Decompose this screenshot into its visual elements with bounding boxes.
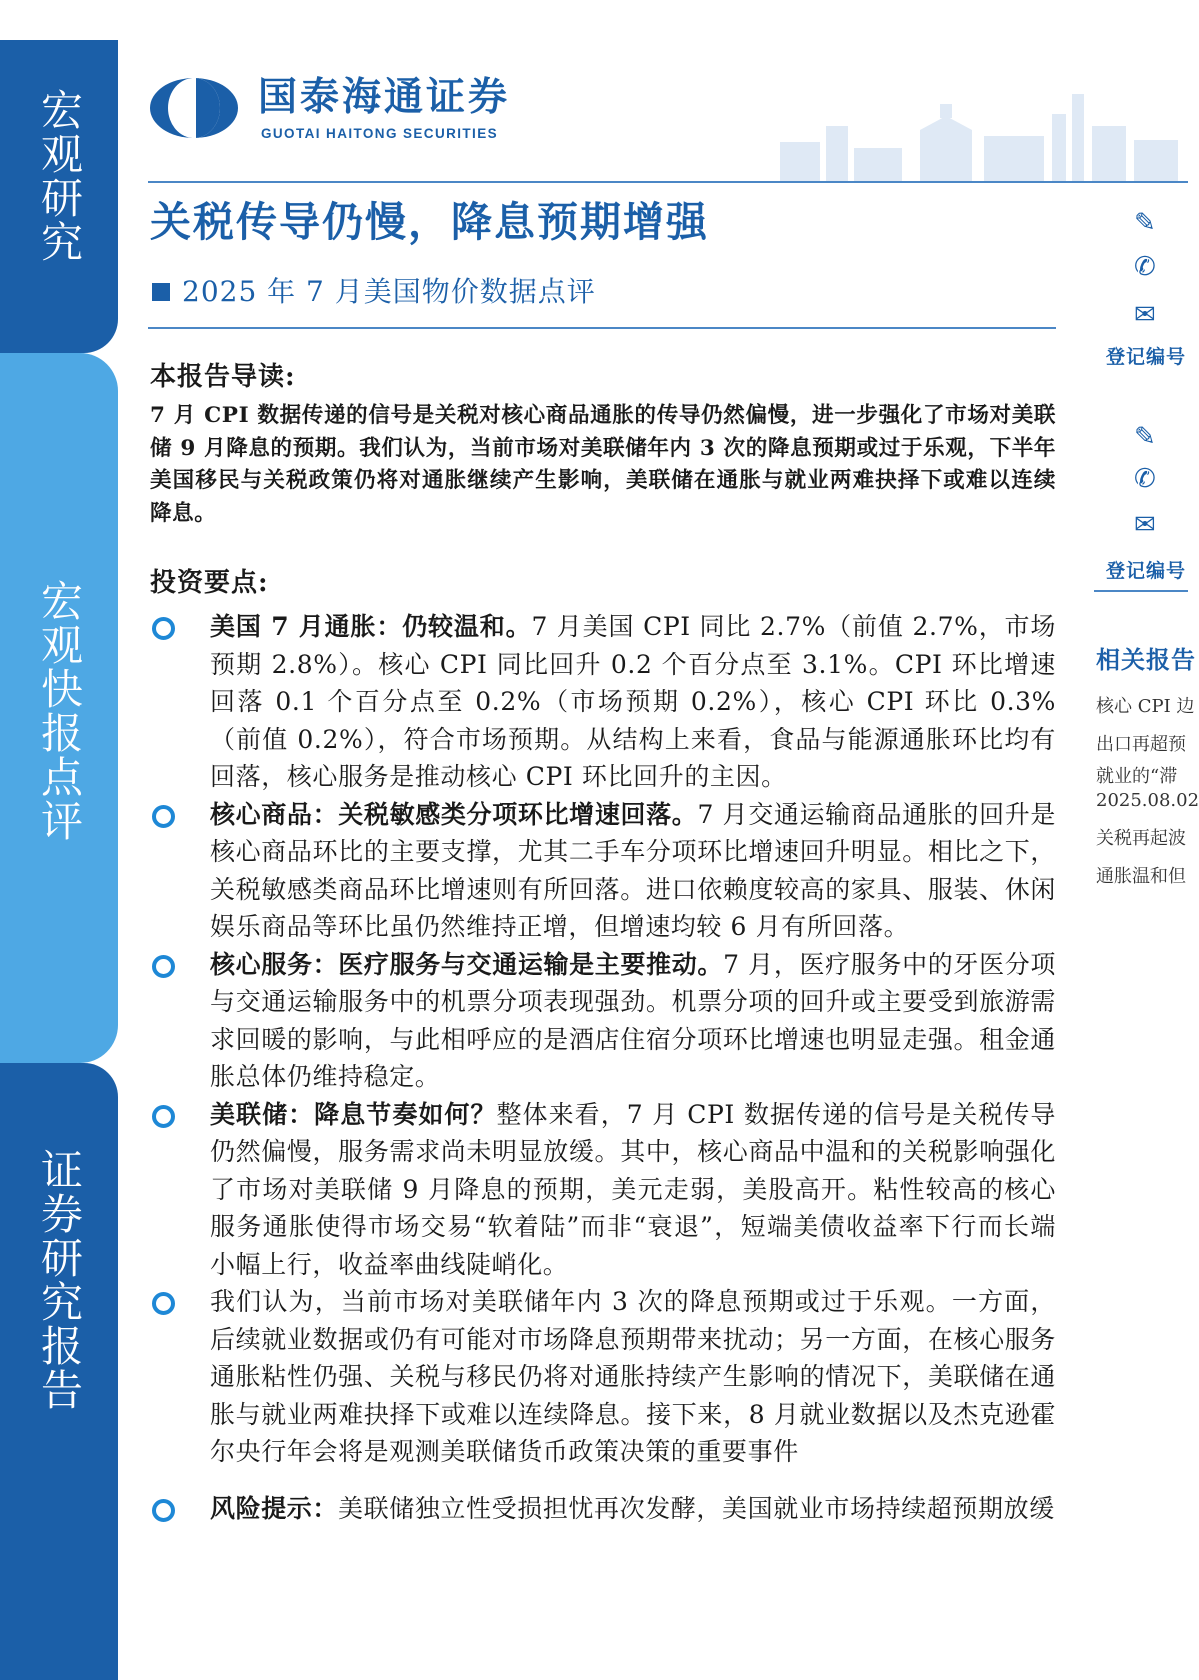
risk-text: 美联储独立性受损担忧再次发酵，美国就业市场持续超预期放缓: [338, 1493, 1055, 1523]
related-reports-heading: 相关报告: [1096, 645, 1196, 674]
ring-bullet-icon: [152, 1292, 175, 1315]
ring-bullet-icon: [152, 617, 175, 640]
investment-point: [150, 608, 1056, 796]
intro-heading: 本报告导读:: [150, 362, 296, 392]
report-title: 关税传导仍慢，降息预期增强: [150, 198, 709, 246]
point-text: 7 月，医疗服务中的牙医分项与交通运输服务中的机票分项表现强劲。机票分项的回升或主要受到旅游需求回暖的影响，与此相呼应的是酒店住宿分项环比增速也明显走强。租金通胀总体仍维持稳定。: [210, 949, 1056, 1091]
point-lead: 核心商品：关税敏感类分项环比增速回落。: [210, 799, 698, 829]
brand-logo-icon: [148, 76, 240, 140]
ring-bullet-icon: [152, 1105, 175, 1128]
analyst-register-label-2: 登记编号: [1106, 560, 1187, 582]
tab-securities-report-label: 证券研究报告: [35, 1148, 84, 1412]
pen-icon: ✎: [1134, 422, 1156, 452]
ring-bullet-icon: [152, 805, 175, 828]
point-lead: 美国 7 月通胀：仍较温和。: [210, 612, 532, 641]
skyline-illustration: [770, 86, 1188, 182]
investment-point: [150, 1096, 1056, 1284]
pen-icon: ✎: [1134, 208, 1156, 238]
point-text: 我们认为，当前市场对美联储年内 3 次的降息预期或过于乐观。一方面，后续就业数据或仍有可能对市场降息预期带来扰动；另一方面，在核心服务通胀粘性仍强、关税与移民仍将对通胀持续产生影响的情况下，美联储在通胀与就业两难抉择下或难以连续降息。接下来，8 月就业数据以及杰克逊霍尔央行年会将是观测美联储货币政策决策的重要事件: [210, 1287, 1056, 1466]
related-report-item[interactable]: 关税再起波: [1096, 828, 1186, 849]
analyst-register-label-1: 登记编号: [1106, 346, 1187, 368]
risk-point: [150, 1490, 1056, 1528]
investment-points-list: [150, 608, 1056, 1527]
investment-point: [150, 796, 1056, 946]
point-lead: 美联储：降息节奏如何？: [210, 1099, 497, 1129]
tab-macro-flash-review-label: 宏观快报点评: [35, 579, 84, 843]
related-report-item[interactable]: 出口再超预: [1096, 734, 1186, 755]
phone-icon: ✆: [1134, 252, 1156, 282]
report-subtitle: [152, 275, 596, 308]
investment-point: [150, 946, 1056, 1096]
related-report-date: 2025.08.02: [1096, 790, 1199, 811]
brand-name-cn: 国泰海通证券: [258, 75, 511, 120]
point-lead: 核心服务：医疗服务与交通运输是主要推动。: [210, 949, 724, 979]
brand-name-en: GUOTAI HAITONG SECURITIES: [261, 126, 499, 141]
square-bullet-icon: [152, 283, 170, 301]
investment-point: [150, 1283, 1056, 1471]
risk-lead: 风险提示：: [210, 1493, 339, 1523]
point-text: 7 月美国 CPI 同比 2.7%（前值 2.7%，市场预期 2.8%）。核心 CPI 同比回升 0.2 个百分点至 3.1%。CPI 环比增速回落 0.1 个百分点至 0.2%（市场预期 0.2%），核心 CPI 环比 0.3%（前值 0.2%），符合市场预期。从结构上来看，食品与能源通胀环比均有回落，核心服务是推动核心 CPI 环比回升的主因。: [210, 612, 1056, 791]
phone-icon: ✆: [1134, 464, 1156, 494]
ring-bullet-icon: [152, 955, 175, 978]
report-subtitle-text: 2025 年 7 月美国物价数据点评: [182, 275, 596, 308]
header-divider: [148, 181, 1188, 183]
tab-macro-flash-review: [0, 353, 118, 1063]
tab-macro-research-label: 宏观研究: [35, 88, 84, 264]
mail-icon: ✉: [1134, 510, 1156, 540]
point-text: 整体来看，7 月 CPI 数据传递的信号是关税传导仍然偏慢，服务需求尚未明显放缓。其中，核心商品中温和的关税影响强化了市场对美联储 9 月降息的预期，美元走弱，美股高开。粘性较高的核心服务通胀使得市场交易“软着陆”而非“衰退”，短端美债收益率下行而长端小幅上行，收益率曲线陡峭化。: [210, 1099, 1056, 1279]
related-report-item[interactable]: 就业的“滞: [1096, 766, 1178, 787]
ring-bullet-icon: [152, 1499, 175, 1522]
intro-paragraph: 7 月 CPI 数据传递的信号是关税对核心商品通胀的传导仍然偏慢，进一步强化了市场对美联储 9 月降息的预期。我们认为，当前市场对美联储年内 3 次的降息预期或过于乐观，下半年美国移民与关税政策仍将对通胀继续产生影响，美联储在通胀与就业两难抉择下或难以连续降息。: [150, 403, 1056, 526]
point-text: 7 月交通运输商品通胀的回升是核心商品环比的主要支撑，尤其二手车分项环比增速回升明显。相比之下，关税敏感类商品环比增速则有所回落。进口依赖度较高的家具、服装、休闲娱乐商品等环比虽仍然维持正增，但增速均较 6 月有所回落。: [210, 799, 1056, 941]
tab-macro-research: [0, 40, 118, 353]
investment-heading: 投资要点:: [150, 568, 269, 598]
tab-securities-report: [0, 1063, 118, 1680]
list-spacer: [150, 1471, 1056, 1490]
sidebar-divider: [1094, 590, 1188, 592]
mail-icon: ✉: [1134, 300, 1156, 330]
title-divider: [148, 327, 1056, 329]
related-report-item[interactable]: 核心 CPI 边: [1096, 696, 1195, 717]
related-report-item[interactable]: 通胀温和但: [1096, 866, 1186, 887]
